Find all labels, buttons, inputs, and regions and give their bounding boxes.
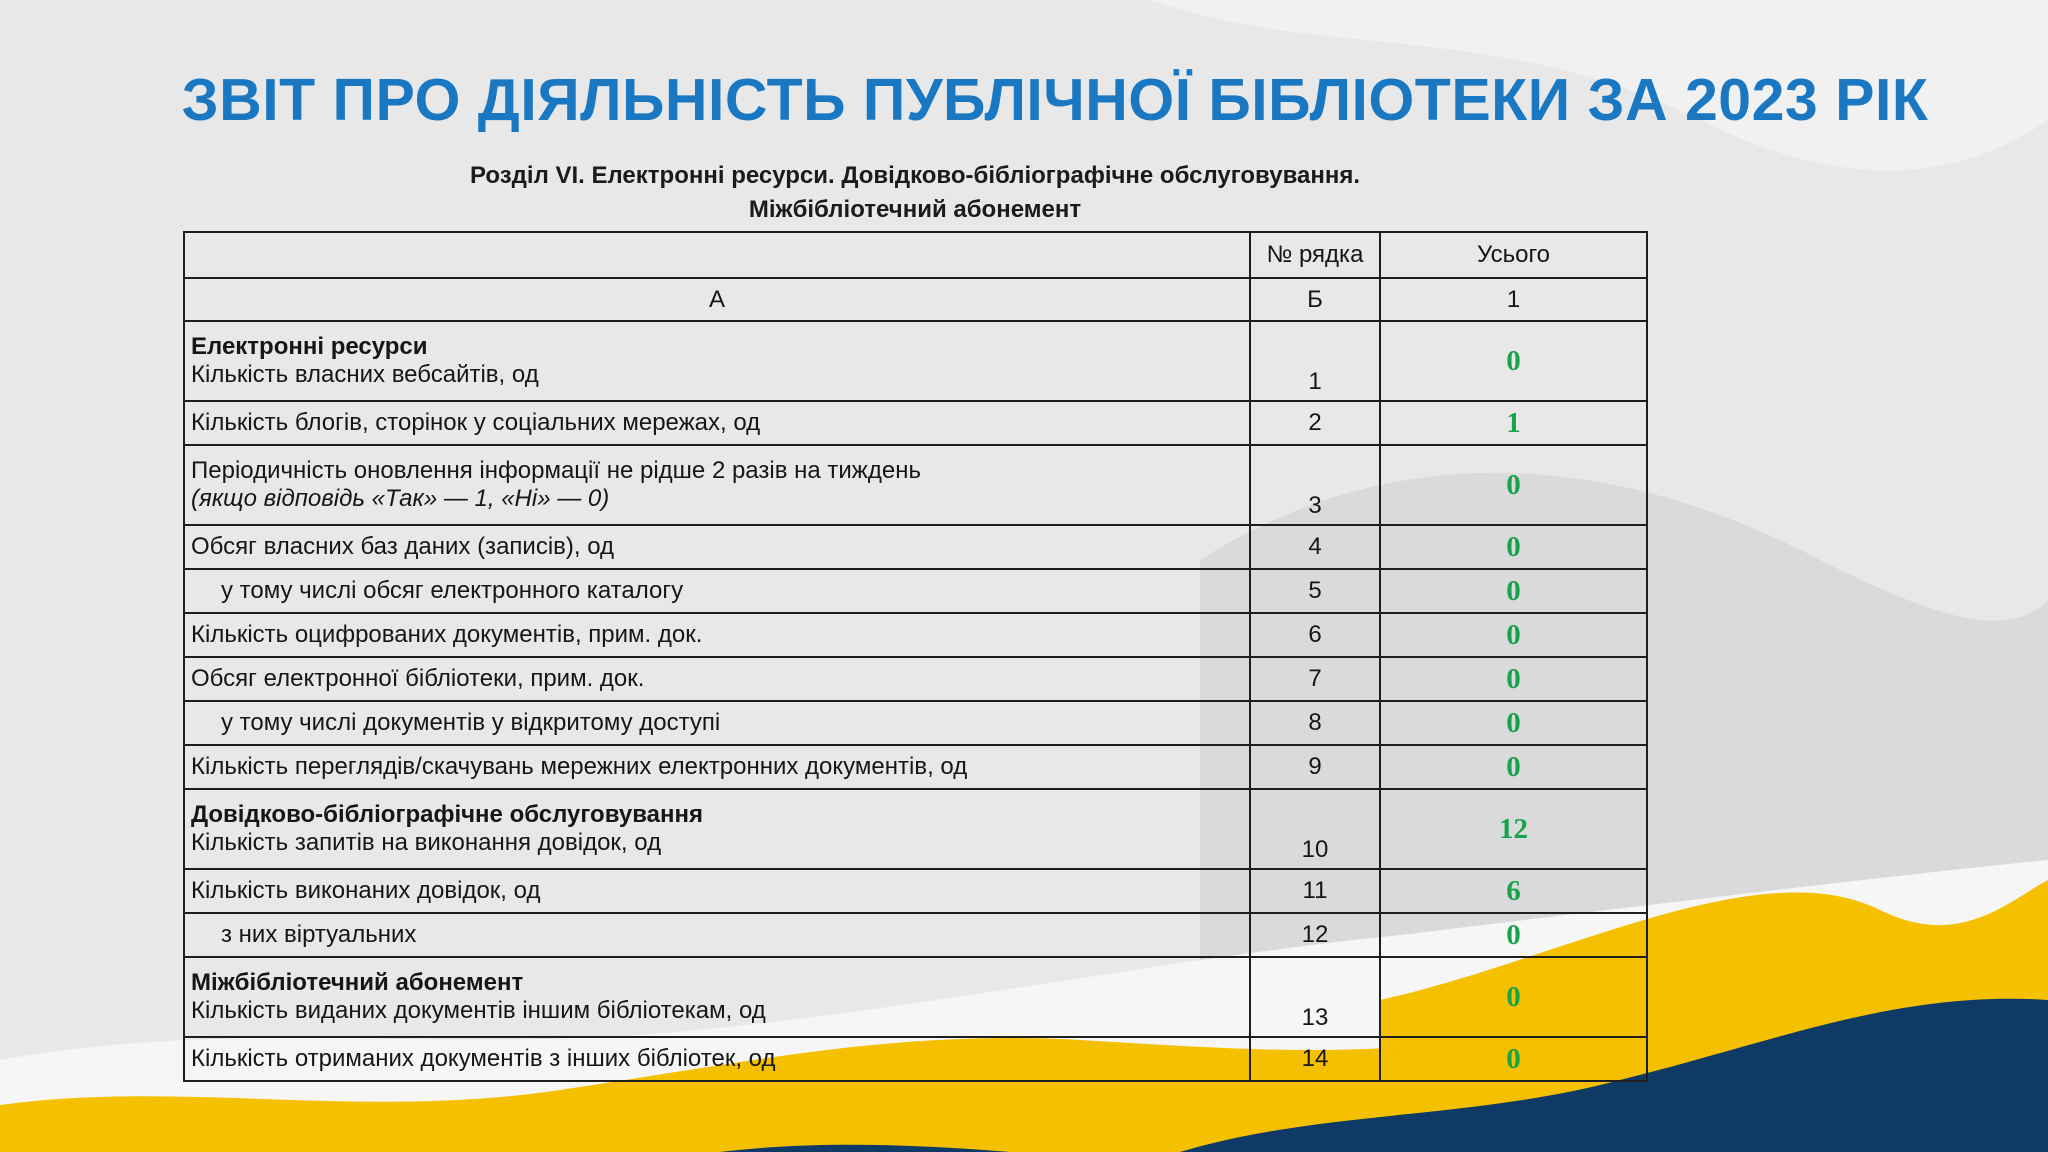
row-label: Кількість оцифрованих документів, прим. док. <box>184 613 1250 657</box>
row-line-number: 6 <box>1250 613 1380 657</box>
header-total: Усього <box>1380 232 1647 278</box>
table-row <box>184 657 1647 701</box>
row-value: 0 <box>1380 321 1647 401</box>
row-line-number: 9 <box>1250 745 1380 789</box>
row-line-number: 2 <box>1250 401 1380 445</box>
row-value: 0 <box>1380 525 1647 569</box>
section-heading: Міжбібліотечний абонемент <box>191 969 524 996</box>
row-line-number: 8 <box>1250 701 1380 745</box>
section-heading: Електронні ресурси <box>191 333 428 360</box>
row-label-text: Кількість виданих документів іншим бібліотекам, од <box>191 997 766 1024</box>
row-value: 0 <box>1380 569 1647 613</box>
table-row <box>184 569 1647 613</box>
row-label: Кількість блогів, сторінок у соціальних мережах, од <box>184 401 1250 445</box>
code-col-a: А <box>184 278 1250 321</box>
page-title: ЗВІТ ПРО ДІЯЛЬНІСТЬ ПУБЛІЧНОЇ БІБЛІОТЕКИ ЗА 2023 РІК <box>181 67 1929 133</box>
code-col-1: 1 <box>1380 278 1647 321</box>
row-value: 12 <box>1380 789 1647 869</box>
row-value: 6 <box>1380 869 1647 913</box>
table-row <box>184 1037 1647 1081</box>
table-row <box>184 525 1647 569</box>
table-row <box>184 869 1647 913</box>
row-value: 0 <box>1380 913 1647 957</box>
row-value: 1 <box>1380 401 1647 445</box>
row-value: 0 <box>1380 1037 1647 1081</box>
row-value: 0 <box>1380 613 1647 657</box>
table-row <box>184 445 1647 525</box>
row-value: 0 <box>1380 657 1647 701</box>
header-line-number: № рядка <box>1250 232 1380 278</box>
section-heading: Довідково-бібліографічне обслуговування <box>191 801 703 828</box>
table-row <box>184 613 1647 657</box>
row-label: Кількість переглядів/скачувань мережних електронних документів, од <box>184 745 1250 789</box>
code-col-b: Б <box>1250 278 1380 321</box>
row-line-number: 12 <box>1250 913 1380 957</box>
row-line-number: 11 <box>1250 869 1380 913</box>
row-label: у тому числі документів у відкритому доступі <box>184 701 1250 745</box>
row-label-text: Кількість запитів на виконання довідок, од <box>191 829 662 856</box>
row-label: Обсяг електронної бібліотеки, прим. док. <box>184 657 1250 701</box>
table-header-row <box>184 232 1647 278</box>
row-line-number: 5 <box>1250 569 1380 613</box>
table-row <box>184 321 1647 401</box>
subtitle-line-1: Розділ VI. Електронні ресурси. Довідково-бібліографічне обслуговування. <box>469 162 1361 189</box>
row-label: Обсяг власних баз даних (записів), од <box>184 525 1250 569</box>
subtitle-line-2: Міжбібліотечний абонемент <box>748 196 1082 223</box>
table-row <box>184 701 1647 745</box>
row-label <box>184 321 1250 401</box>
row-value: 0 <box>1380 701 1647 745</box>
row-label: у тому числі обсяг електронного каталогу <box>184 569 1250 613</box>
row-line-number: 10 <box>1250 789 1380 869</box>
header-col-a <box>184 232 1250 278</box>
table-row <box>184 957 1647 1037</box>
row-value: 0 <box>1380 957 1647 1037</box>
table-row <box>184 401 1647 445</box>
row-value: 0 <box>1380 445 1647 525</box>
row-label-text: Періодичність оновлення інформації не рідше 2 разів на тиждень <box>191 457 921 484</box>
table-row <box>184 789 1647 869</box>
table-code-row <box>184 278 1647 321</box>
row-value: 0 <box>1380 745 1647 789</box>
row-line-number: 14 <box>1250 1037 1380 1081</box>
row-label: Кількість виконаних довідок, од <box>184 869 1250 913</box>
row-label: Кількість отриманих документів з інших бібліотек, од <box>184 1037 1250 1081</box>
row-label <box>184 445 1250 525</box>
row-line-number: 3 <box>1250 445 1380 525</box>
row-label <box>184 957 1250 1037</box>
row-note: (якщо відповідь «Так» — 1, «Ні» — 0) <box>191 485 610 512</box>
row-line-number: 7 <box>1250 657 1380 701</box>
table-row <box>184 913 1647 957</box>
row-label-text: Кількість власних вебсайтів, од <box>191 361 539 388</box>
section-subtitle <box>184 159 1646 227</box>
row-label <box>184 789 1250 869</box>
row-line-number: 13 <box>1250 957 1380 1037</box>
row-line-number: 1 <box>1250 321 1380 401</box>
report-table <box>183 231 1648 1082</box>
table-row <box>184 745 1647 789</box>
row-line-number: 4 <box>1250 525 1380 569</box>
row-label: з них віртуальних <box>184 913 1250 957</box>
